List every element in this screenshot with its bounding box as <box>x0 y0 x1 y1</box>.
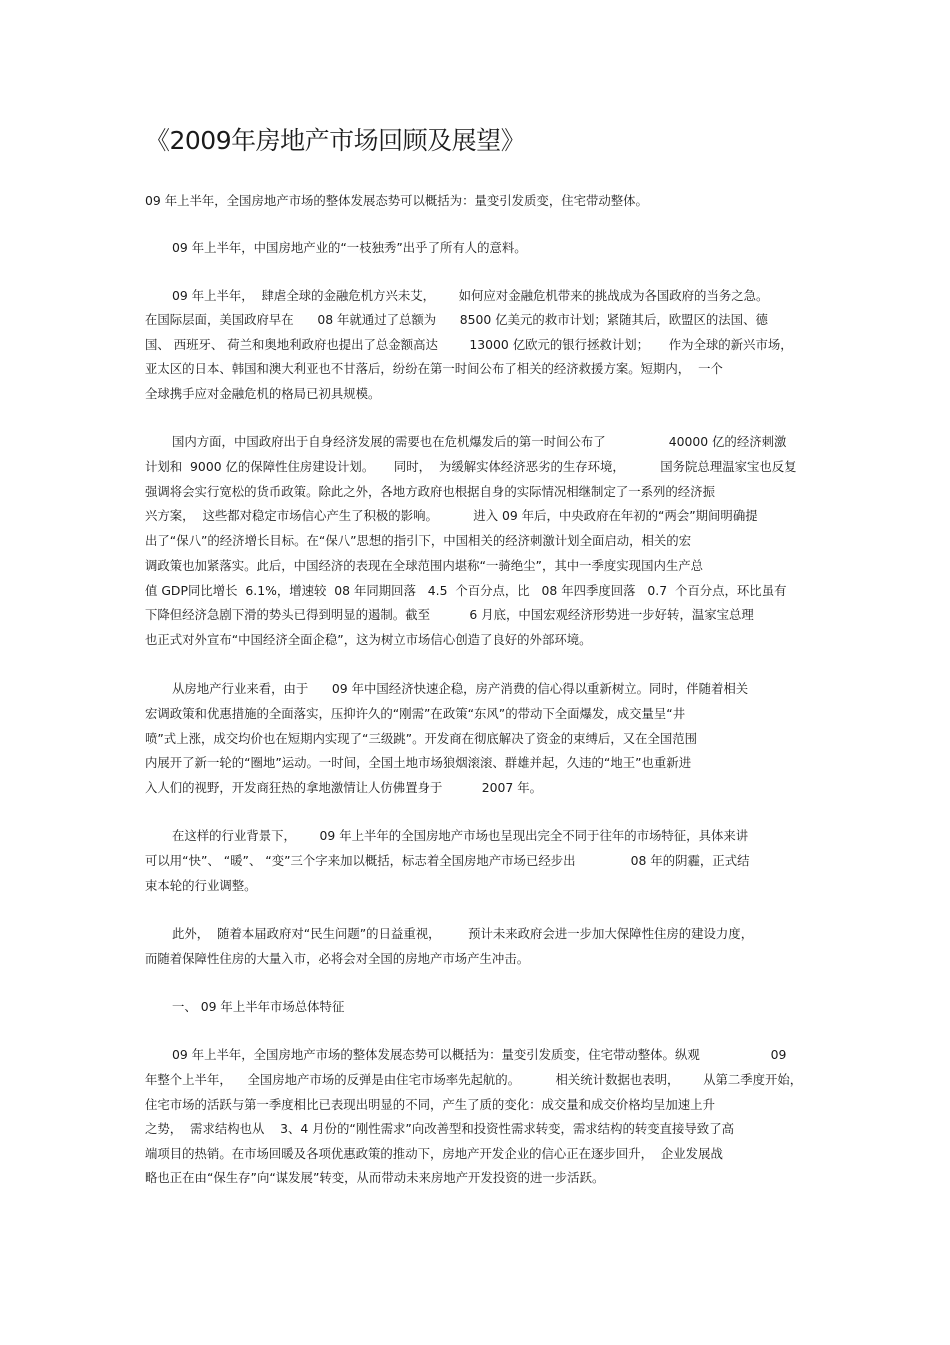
text-line: 端项目的热销。在市场回暖及各项优惠政策的推动下，房地产开发企业的信心正在逐步回升， 企业发展战 <box>145 1146 723 1161</box>
text-line: 之势， 需求结构也从 3、4 月份的“刚性需求”向改善型和投资性需求转变，需求结构的转变直接导致了高 <box>145 1121 734 1136</box>
text-line: 出了“保八”的经济增长目标。在“保八”思想的指引下，中国相关的经济刺激计划全面启动，相关的宏 <box>145 533 692 548</box>
text-line: 束本轮的行业调整。 <box>145 878 257 893</box>
text-line: 国内方面，中国政府出于自身经济发展的需要也在危机爆发后的第一时间公布了 40000 亿的经济刺激 <box>172 434 787 449</box>
text-line: 而随着保障性住房的大量入市，必将会对全国的房地产市场产生冲击。 <box>145 951 530 966</box>
text-line: 也正式对外宣布“中国经济全面企稳”，这为树立市场信心创造了良好的外部环境。 <box>145 632 592 647</box>
text-line: 略也正在由“保生存”向“谋发展”转变，从而带动未来房地产开发投资的进一步活跃。 <box>145 1170 605 1185</box>
text-line: 在这样的行业背景下， 09 年上半年的全国房地产市场也呈现出完全不同于往年的市场特征，具体来讲 <box>172 828 749 843</box>
text-line: 强调将会实行宽松的货币政策。除此之外，各地方政府也根据自身的实际情况相继制定了一系列的经济振 <box>145 484 715 499</box>
text-line: 入人们的视野，开发商狂热的拿地激情让人仿佛置身于 2007 年。 <box>145 780 543 795</box>
text-line: 内展开了新一轮的“圈地”运动。一时间，全国土地市场狼烟滚滚、群雄并起，久违的“地王”也重新进 <box>145 755 692 770</box>
text-line: 亚太区的日本、韩国和澳大利亚也不甘落后，纷纷在第一时间公布了相关的经济救援方案。短期内， 一个 <box>145 361 723 376</box>
text-line: 09 年上半年， 肆虐全球的金融危机方兴未艾， 如何应对金融危机带来的挑战成为各国政府的当务之急。 <box>172 288 769 303</box>
text-line: 可以用“快”、 “暖”、 “变”三个字来加以概括，标志着全国房地产市场已经步出 08 年的阴霾，正式结 <box>145 853 750 868</box>
text-line: 值 GDP同比增长 6.1%，增速较 08 年同期回落 4.5 个百分点，比 08 年四季度回落 0.7 个百分点，环比虽有 <box>145 583 787 598</box>
document-title: 《2009年房地产市场回顾及展望》 <box>145 126 526 155</box>
text-line: 09 年上半年，全国房地产市场的整体发展态势可以概括为：量变引发质变，住宅带动整体。纵观 09 <box>172 1047 787 1062</box>
text-line: 在国际层面，美国政府早在 08 年就通过了总额为 8500 亿美元的救市计划；紧随其后，欧盟区的法国、德 <box>145 312 768 327</box>
text-line: 计划和 9000 亿的保障性住房建设计划。 同时， 为缓解实体经济恶劣的生存环境， 国务院总理温家宝也反复 <box>145 459 797 474</box>
text-line: 从房地产行业来看，由于 09 年中国经济快速企稳，房产消费的信心得以重新树立。同时，伴随着相关 <box>172 681 749 696</box>
section-heading: 一、 09 年上半年市场总体特征 <box>172 999 345 1014</box>
text-line: 09 年上半年，全国房地产市场的整体发展态势可以概括为：量变引发质变，住宅带动整体。 <box>145 193 648 208</box>
text-line: 国、 西班牙、 荷兰和奥地利政府也提出了总金额高达 13000 亿欧元的银行拯救计划； 作为全球的新兴市场， <box>145 337 793 352</box>
text-line: 住宅市场的活跃与第一季度相比已表现出明显的不同，产生了质的变化：成交量和成交价格均呈加速上升 <box>145 1097 715 1112</box>
text-line: 年整个上半年， 全国房地产市场的反弹是由住宅市场率先起航的。 相关统计数据也表明， 从第二季度开始， <box>145 1072 803 1087</box>
text-line: 09 年上半年，中国房地产业的“一枝独秀”出乎了所有人的意料。 <box>172 240 527 255</box>
text-line: 调政策也加紧落实。此后，中国经济的表现在全球范围内堪称“一骑绝尘”，其中一季度实现国内生产总 <box>145 558 704 573</box>
text-line: 喷”式上涨，成交均价也在短期内实现了“三级跳”。开发商在彻底解决了资金的束缚后，又在全国范围 <box>145 731 698 746</box>
text-line: 全球携手应对金融危机的格局已初具规模。 <box>145 386 381 401</box>
text-line: 兴方案， 这些都对稳定市场信心产生了积极的影响。 进入 09 年后，中央政府在年初的“两会”期间明确提 <box>145 508 758 523</box>
text-line: 此外， 随着本届政府对“民生问题”的日益重视， 预计未来政府会进一步加大保障性住房的建设力度， <box>172 926 754 941</box>
text-line: 下降但经济急剧下滑的势头已得到明显的遏制。截至 6 月底，中国宏观经济形势进一步好转，温家宝总理 <box>145 607 754 622</box>
text-line: 宏调政策和优惠措施的全面落实，压抑许久的“刚需”在政策“东风”的带动下全面爆发，成交量呈“井 <box>145 706 686 721</box>
